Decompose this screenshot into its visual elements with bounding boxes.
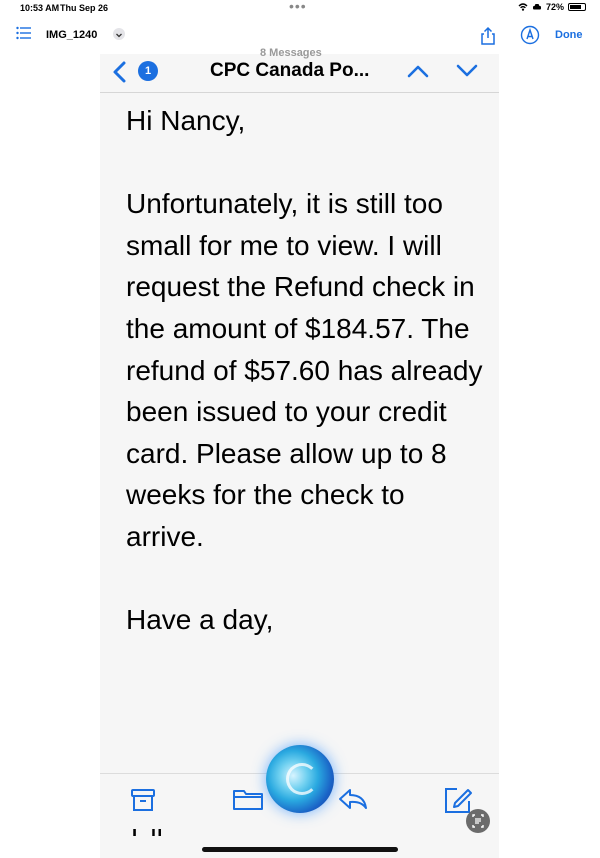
email-body <box>126 100 486 641</box>
live-text-icon[interactable] <box>466 809 490 833</box>
chevron-down-nav-icon[interactable] <box>455 62 479 80</box>
email-paragraph: Unfortunately, it is still too small for me to view. I will request the Refund check in the amount of $184.57. The refund of $57.60 has already been issued to your credit card. Please allow up to 8 weeks for the check to arrive. <box>126 188 483 552</box>
done-button[interactable]: Done <box>555 29 583 41</box>
battery-icon <box>568 3 586 11</box>
share-icon[interactable] <box>480 26 496 46</box>
chevron-down-icon[interactable] <box>113 28 125 40</box>
folder-icon[interactable] <box>232 787 264 811</box>
status-indicators <box>518 2 586 12</box>
list-icon[interactable] <box>16 26 32 40</box>
file-name[interactable]: IMG_1240 <box>46 29 98 41</box>
email-nav-bar <box>100 47 499 93</box>
email-closing: Have a day, <box>126 604 274 636</box>
back-chevron-icon[interactable] <box>110 60 130 84</box>
car-icon <box>532 3 542 11</box>
siri-orb-icon[interactable] <box>266 745 334 813</box>
reply-icon[interactable] <box>337 786 369 812</box>
multitasking-dots-icon[interactable]: ••• <box>289 0 307 14</box>
message-count: 8 Messages <box>260 47 322 59</box>
home-indicator[interactable] <box>202 847 398 852</box>
wifi-icon <box>518 3 528 11</box>
email-greeting: Hi Nancy, <box>126 105 246 136</box>
status-bar <box>0 0 600 16</box>
chevron-up-icon[interactable] <box>406 62 430 80</box>
markup-icon[interactable] <box>520 25 540 45</box>
status-time: 10:53 AM <box>20 3 60 13</box>
email-subject: CPC Canada Po... <box>210 60 370 81</box>
unread-badge[interactable]: 1 <box>138 61 158 81</box>
battery-percent: 72% <box>545 2 564 12</box>
archive-icon[interactable] <box>130 787 156 813</box>
status-date: Thu Sep 26 <box>60 3 109 13</box>
email-view <box>100 47 499 858</box>
